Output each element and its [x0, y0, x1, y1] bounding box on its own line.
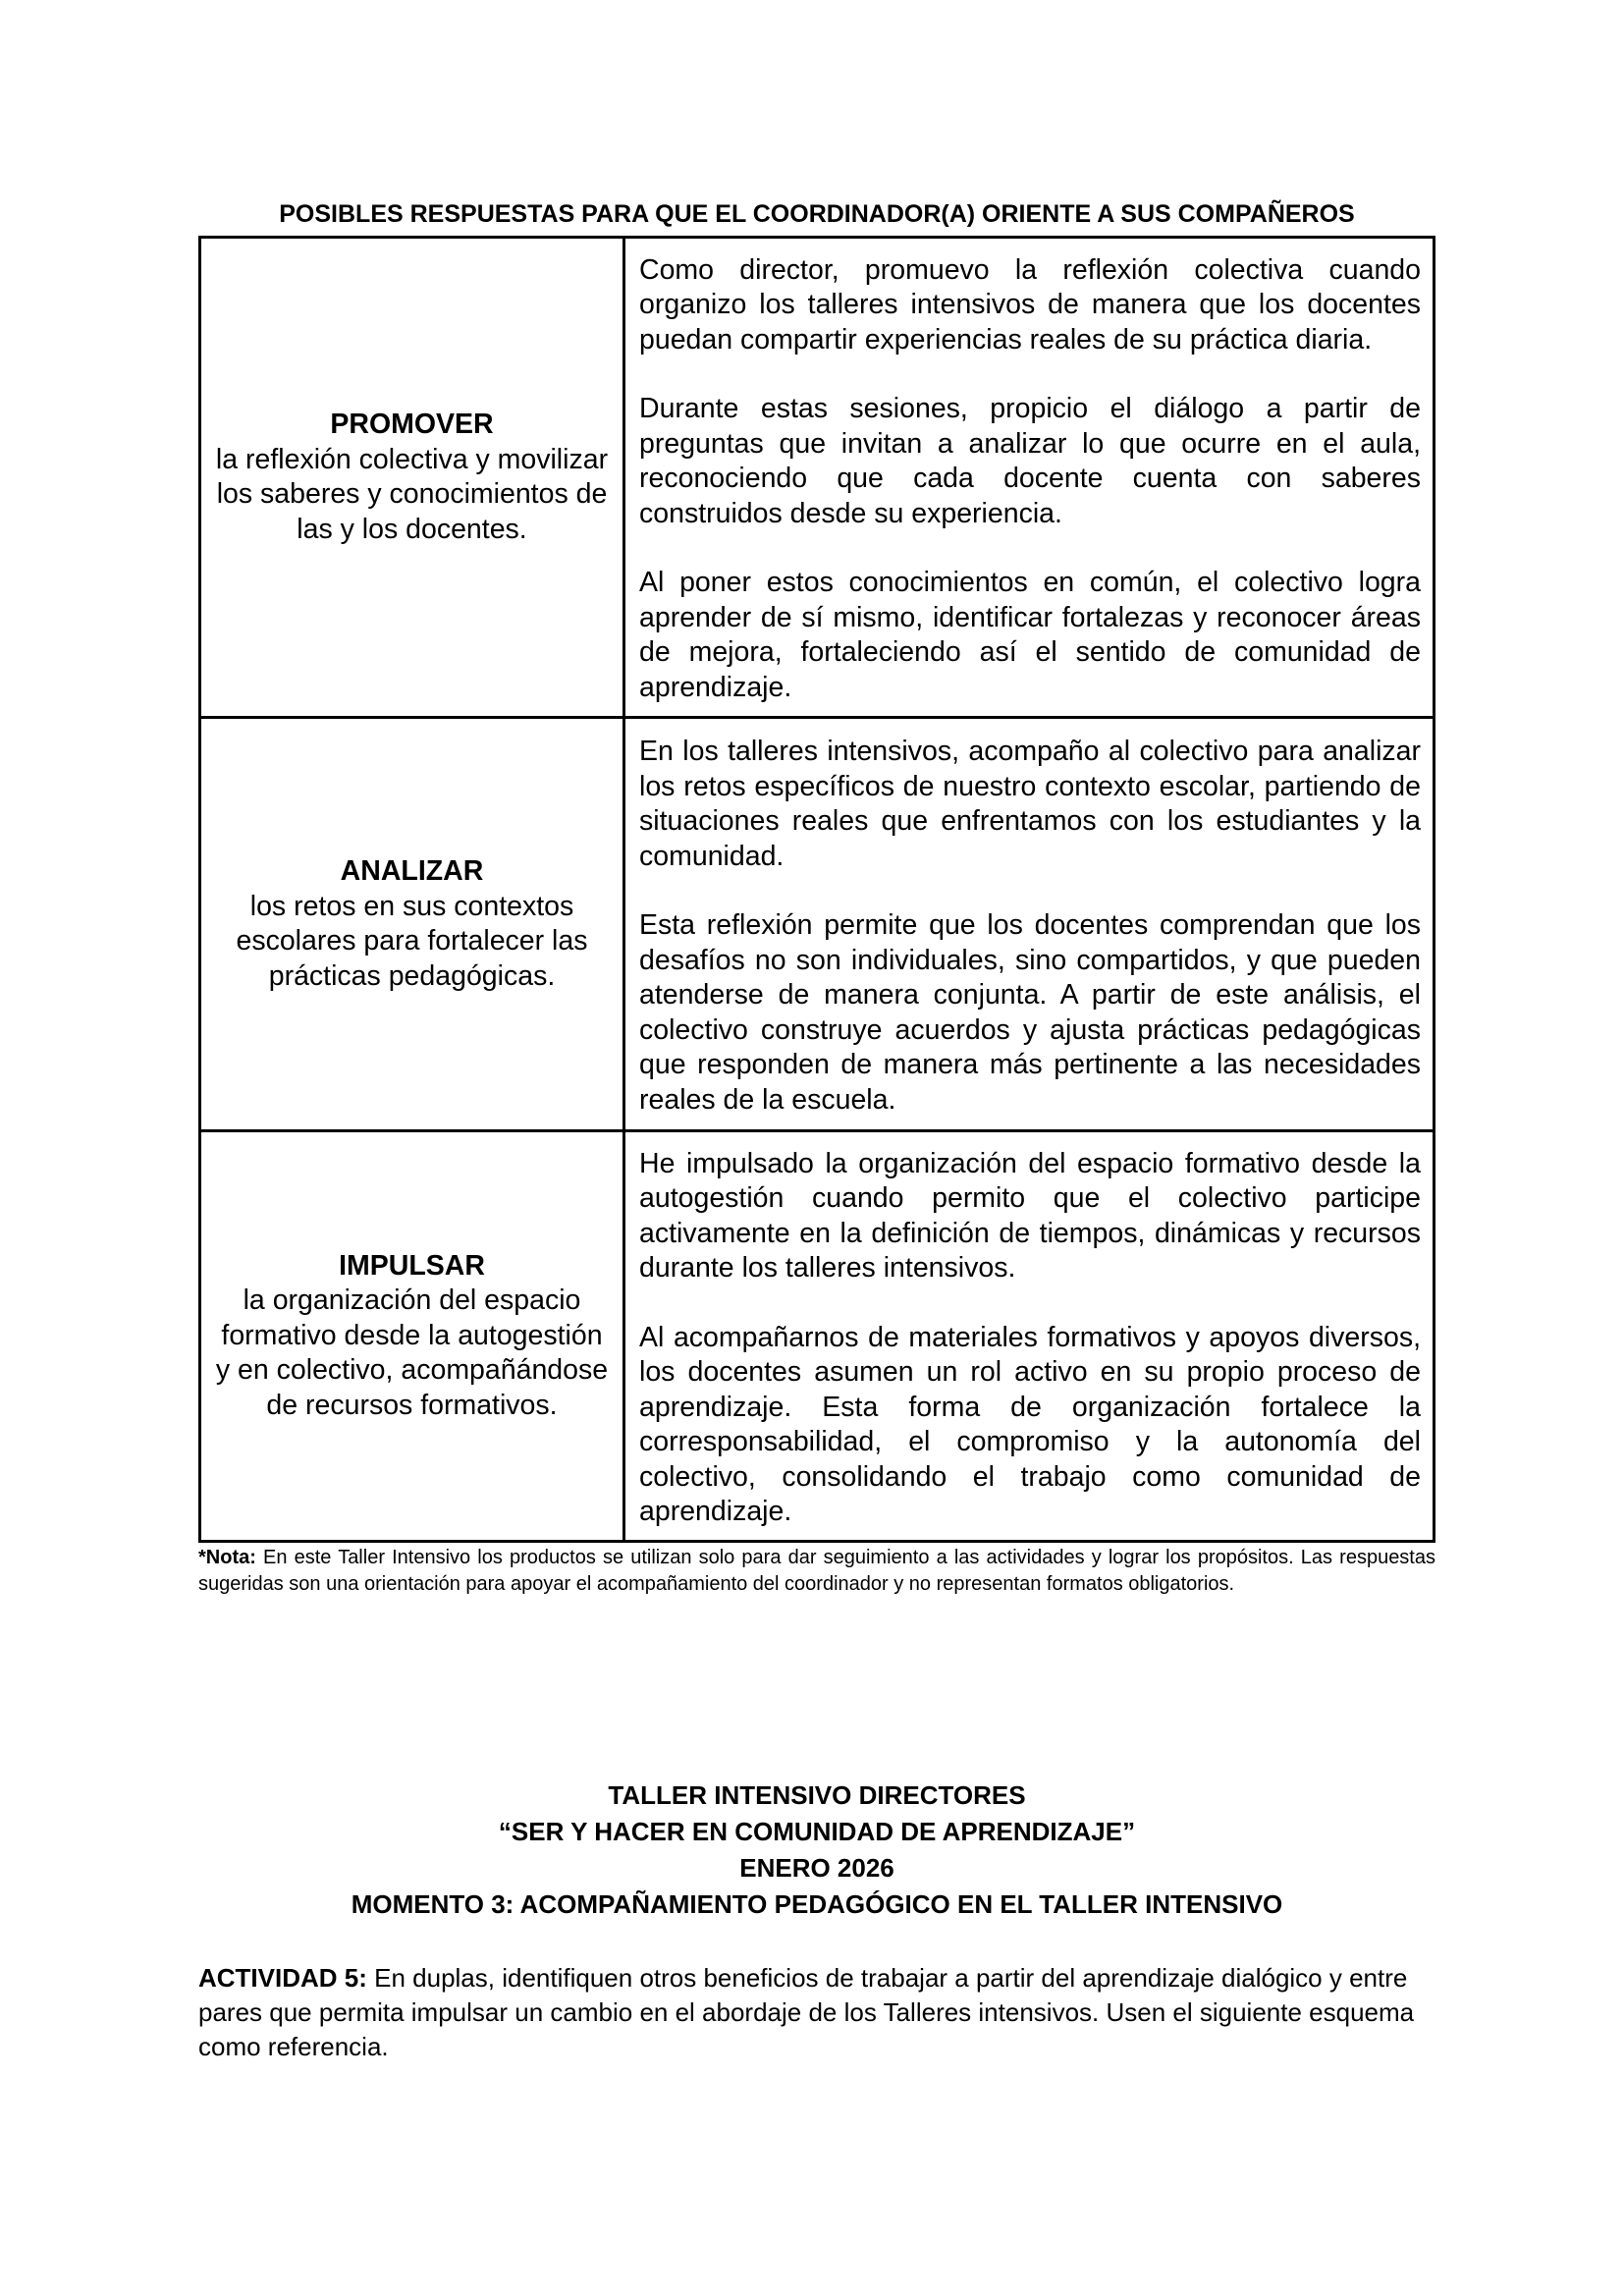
row-description: la reflexión colectiva y movilizar los saberes y conocimientos de las y los docentes. [215, 443, 609, 545]
note-label: *Nota: [198, 1547, 256, 1568]
row-description: la organización del espacio formativo desde la autogestión y en colectivo, acompañándose de recursos formativos. [215, 1285, 609, 1421]
table-row [200, 1131, 1435, 1542]
note-text: En este Taller Intensivo los productos se utilizan solo para dar seguimiento a las actividades y lograr los propósitos. Las respuestas sugeridas son una orientación para apoyar el acompañamiento del coordinador y no representan formatos obligatorios. [198, 1547, 1435, 1595]
heading-line: TALLER INTENSIVO DIRECTORES [608, 1780, 1026, 1810]
response-paragraph: Al poner estos conocimientos en común, el colectivo logra aprender de sí mismo, identificar fortalezas y reconocer áreas de mejora, fortaleciendo así el sentido de comunidad de aprendizaje. [639, 567, 1421, 703]
activity-label: ACTIVIDAD 5: [198, 1963, 367, 1993]
table-note [198, 1545, 1435, 1598]
response-paragraph: Al acompañarnos de materiales formativos y apoyos diversos, los docentes asumen un rol activo en su propio proceso de aprendizaje. Esta forma de organización fortalece la corresponsabilidad, el compromiso y la autonomía del colectivo, consolidando el trabajo como comunidad de aprendizaje. [639, 1321, 1421, 1527]
row-response-cell [624, 238, 1435, 718]
table-row [200, 718, 1435, 1131]
row-response-cell [624, 1131, 1435, 1542]
response-paragraph: Como director, promuevo la reflexión colectiva cuando organizo los talleres intensivos de manera que los docentes puedan compartir experiencias reales de su práctica diaria. [639, 253, 1421, 355]
response-paragraph: En los talleres intensivos, acompaño al colectivo para analizar los retos específicos de nuestro contexto escolar, partiendo de situaciones reales que enfrentamos con los estudiantes y la comunidad. [639, 736, 1421, 872]
response-paragraph: He impulsado la organización del espacio formativo desde la autogestión cuando permito que el colectivo participe activamente en la definición de tiempos, dinámicas y recursos durante los talleres intensivos. [639, 1147, 1421, 1284]
table-title: POSIBLES RESPUESTAS PARA QUE EL COORDINADOR(A) ORIENTE A SUS COMPAÑEROS [279, 200, 1355, 228]
row-label-cell [200, 238, 624, 718]
row-label-cell [200, 1131, 624, 1542]
heading-line: “SER Y HACER EN COMUNIDAD DE APRENDIZAJE” [498, 1817, 1136, 1846]
row-response-cell [624, 718, 1435, 1131]
row-keyword: PROMOVER [330, 409, 494, 440]
table-row [200, 238, 1435, 718]
activity-text: En duplas, identifiquen otros beneficios de trabajar a partir del aprendizaje dialógico y entre pares que permita impulsar un cambio en el abordaje de los Talleres intensivos. Usen el siguiente esquema como referencia. [198, 1963, 1415, 2061]
row-description: los retos en sus contextos escolares para fortalecer las prácticas pedagógicas. [236, 890, 588, 992]
row-keyword: ANALIZAR [340, 855, 484, 887]
responses-table [198, 236, 1435, 1543]
row-label-cell [200, 718, 624, 1131]
heading-line: ENERO 2026 [739, 1853, 894, 1883]
activity-instructions [198, 1961, 1435, 2064]
heading-line: MOMENTO 3: ACOMPAÑAMIENTO PEDAGÓGICO EN EL TALLER INTENSIVO [351, 1889, 1283, 1919]
section-heading [198, 1777, 1435, 1923]
response-paragraph: Esta reflexión permite que los docentes comprendan que los desafíos no son individuales, sino compartidos, y que pueden atenderse de manera conjunta. A partir de este análisis, el colectivo construye acuerdos y ajusta prácticas pedagógicas que responden de manera más pertinente a las necesidades reales de la escuela. [639, 909, 1421, 1116]
response-paragraph: Durante estas sesiones, propicio el diálogo a partir de preguntas que invitan a analizar lo que ocurre en el aula, reconociendo que cada docente cuenta con saberes construidos desde su experiencia. [639, 393, 1421, 529]
row-keyword: IMPULSAR [339, 1249, 485, 1282]
